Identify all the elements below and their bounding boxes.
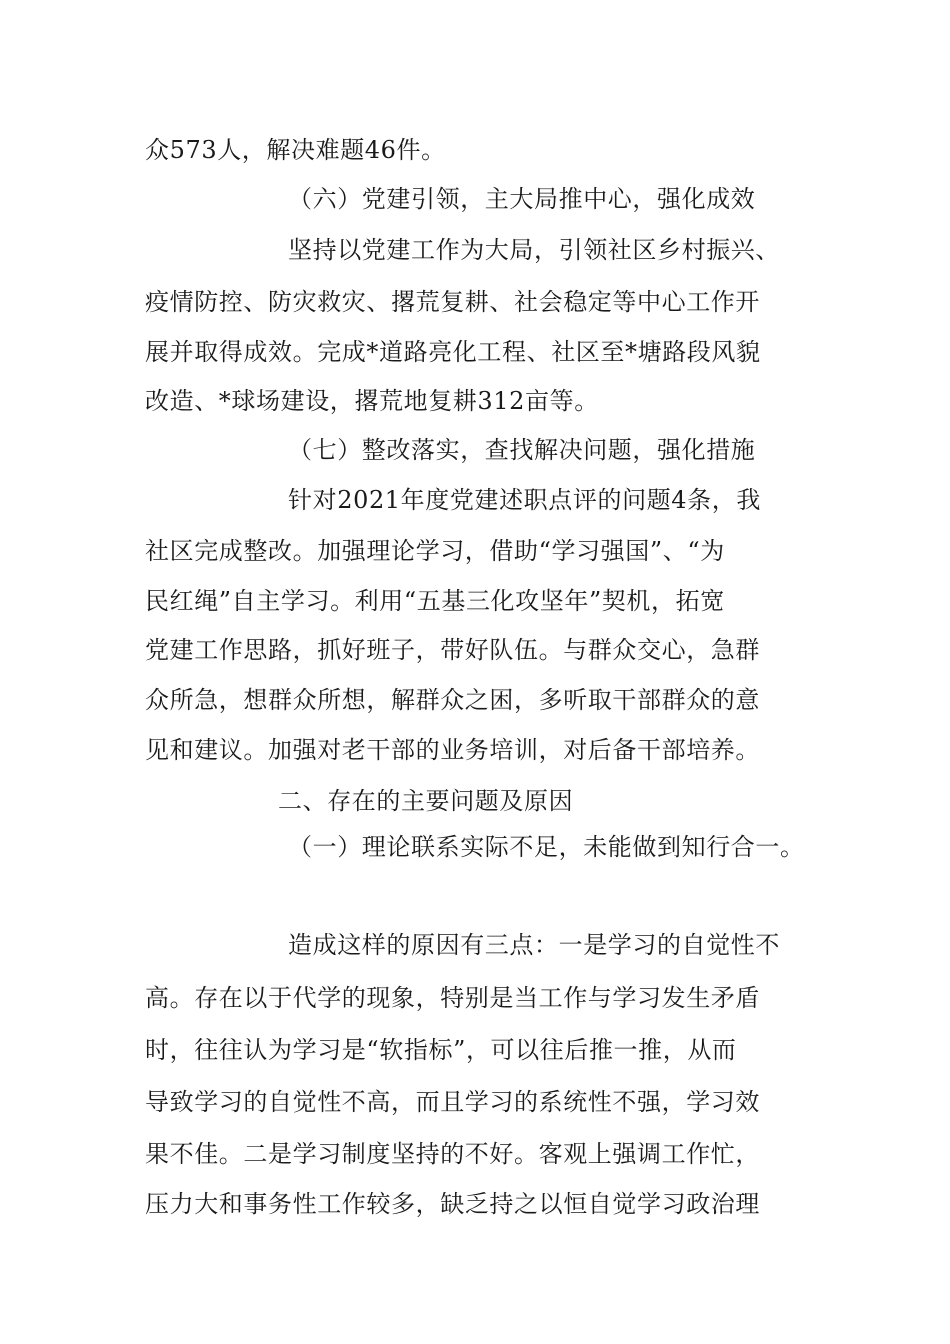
- text-line: 疫情防控、防灾救灾、撂荒复耕、社会稳定等中心工作开: [145, 288, 760, 316]
- chapter-heading: 二、存在的主要问题及原因: [278, 787, 574, 815]
- text-line: 导致学习的自觉性不高，而且学习的系统性不强，学习效: [145, 1088, 760, 1116]
- section-heading: （六）党建引领，主大局推中心，强化成效: [288, 185, 756, 213]
- text-line: 党建工作思路，抓好班子，带好队伍。与群众交心，急群: [145, 636, 760, 664]
- text-line: 针对2021年度党建述职点评的问题4条，我: [288, 486, 761, 514]
- text-line: 压力大和事务性工作较多，缺乏持之以恒自觉学习政治理: [145, 1190, 760, 1218]
- text-line: 展并取得成效。完成*道路亮化工程、社区至*塘路段风貌: [145, 338, 761, 366]
- section-heading: （七）整改落实，查找解决问题，强化措施: [288, 436, 756, 464]
- text-line: 众573人，解决难题46件。: [145, 136, 446, 164]
- text-line: 众所急，想群众所想，解群众之困，多听取干部群众的意: [145, 686, 760, 714]
- text-line: 民红绳”自主学习。利用“五基三化攻坚年”契机，拓宽: [145, 587, 725, 615]
- text-line: 社区完成整改。加强理论学习，借助“学习强国”、“为: [145, 537, 725, 565]
- text-line: 高。存在以于代学的现象，特别是当工作与学习发生矛盾: [145, 984, 760, 1012]
- text-line: 改造、*球场建设，撂荒地复耕312亩等。: [145, 387, 599, 415]
- text-line: 时，往往认为学习是“软指标”，可以往后推一推，从而: [145, 1036, 737, 1064]
- text-line: 造成这样的原因有三点：一是学习的自觉性不: [288, 931, 780, 959]
- text-line: 见和建议。加强对老干部的业务培训，对后备干部培养。: [145, 736, 760, 764]
- text-line: 坚持以党建工作为大局，引领社区乡村振兴、: [288, 236, 780, 264]
- text-line: 果不佳。二是学习制度坚持的不好。客观上强调工作忙，: [145, 1140, 760, 1168]
- section-heading: （一）理论联系实际不足，未能做到知行合一。: [288, 833, 805, 861]
